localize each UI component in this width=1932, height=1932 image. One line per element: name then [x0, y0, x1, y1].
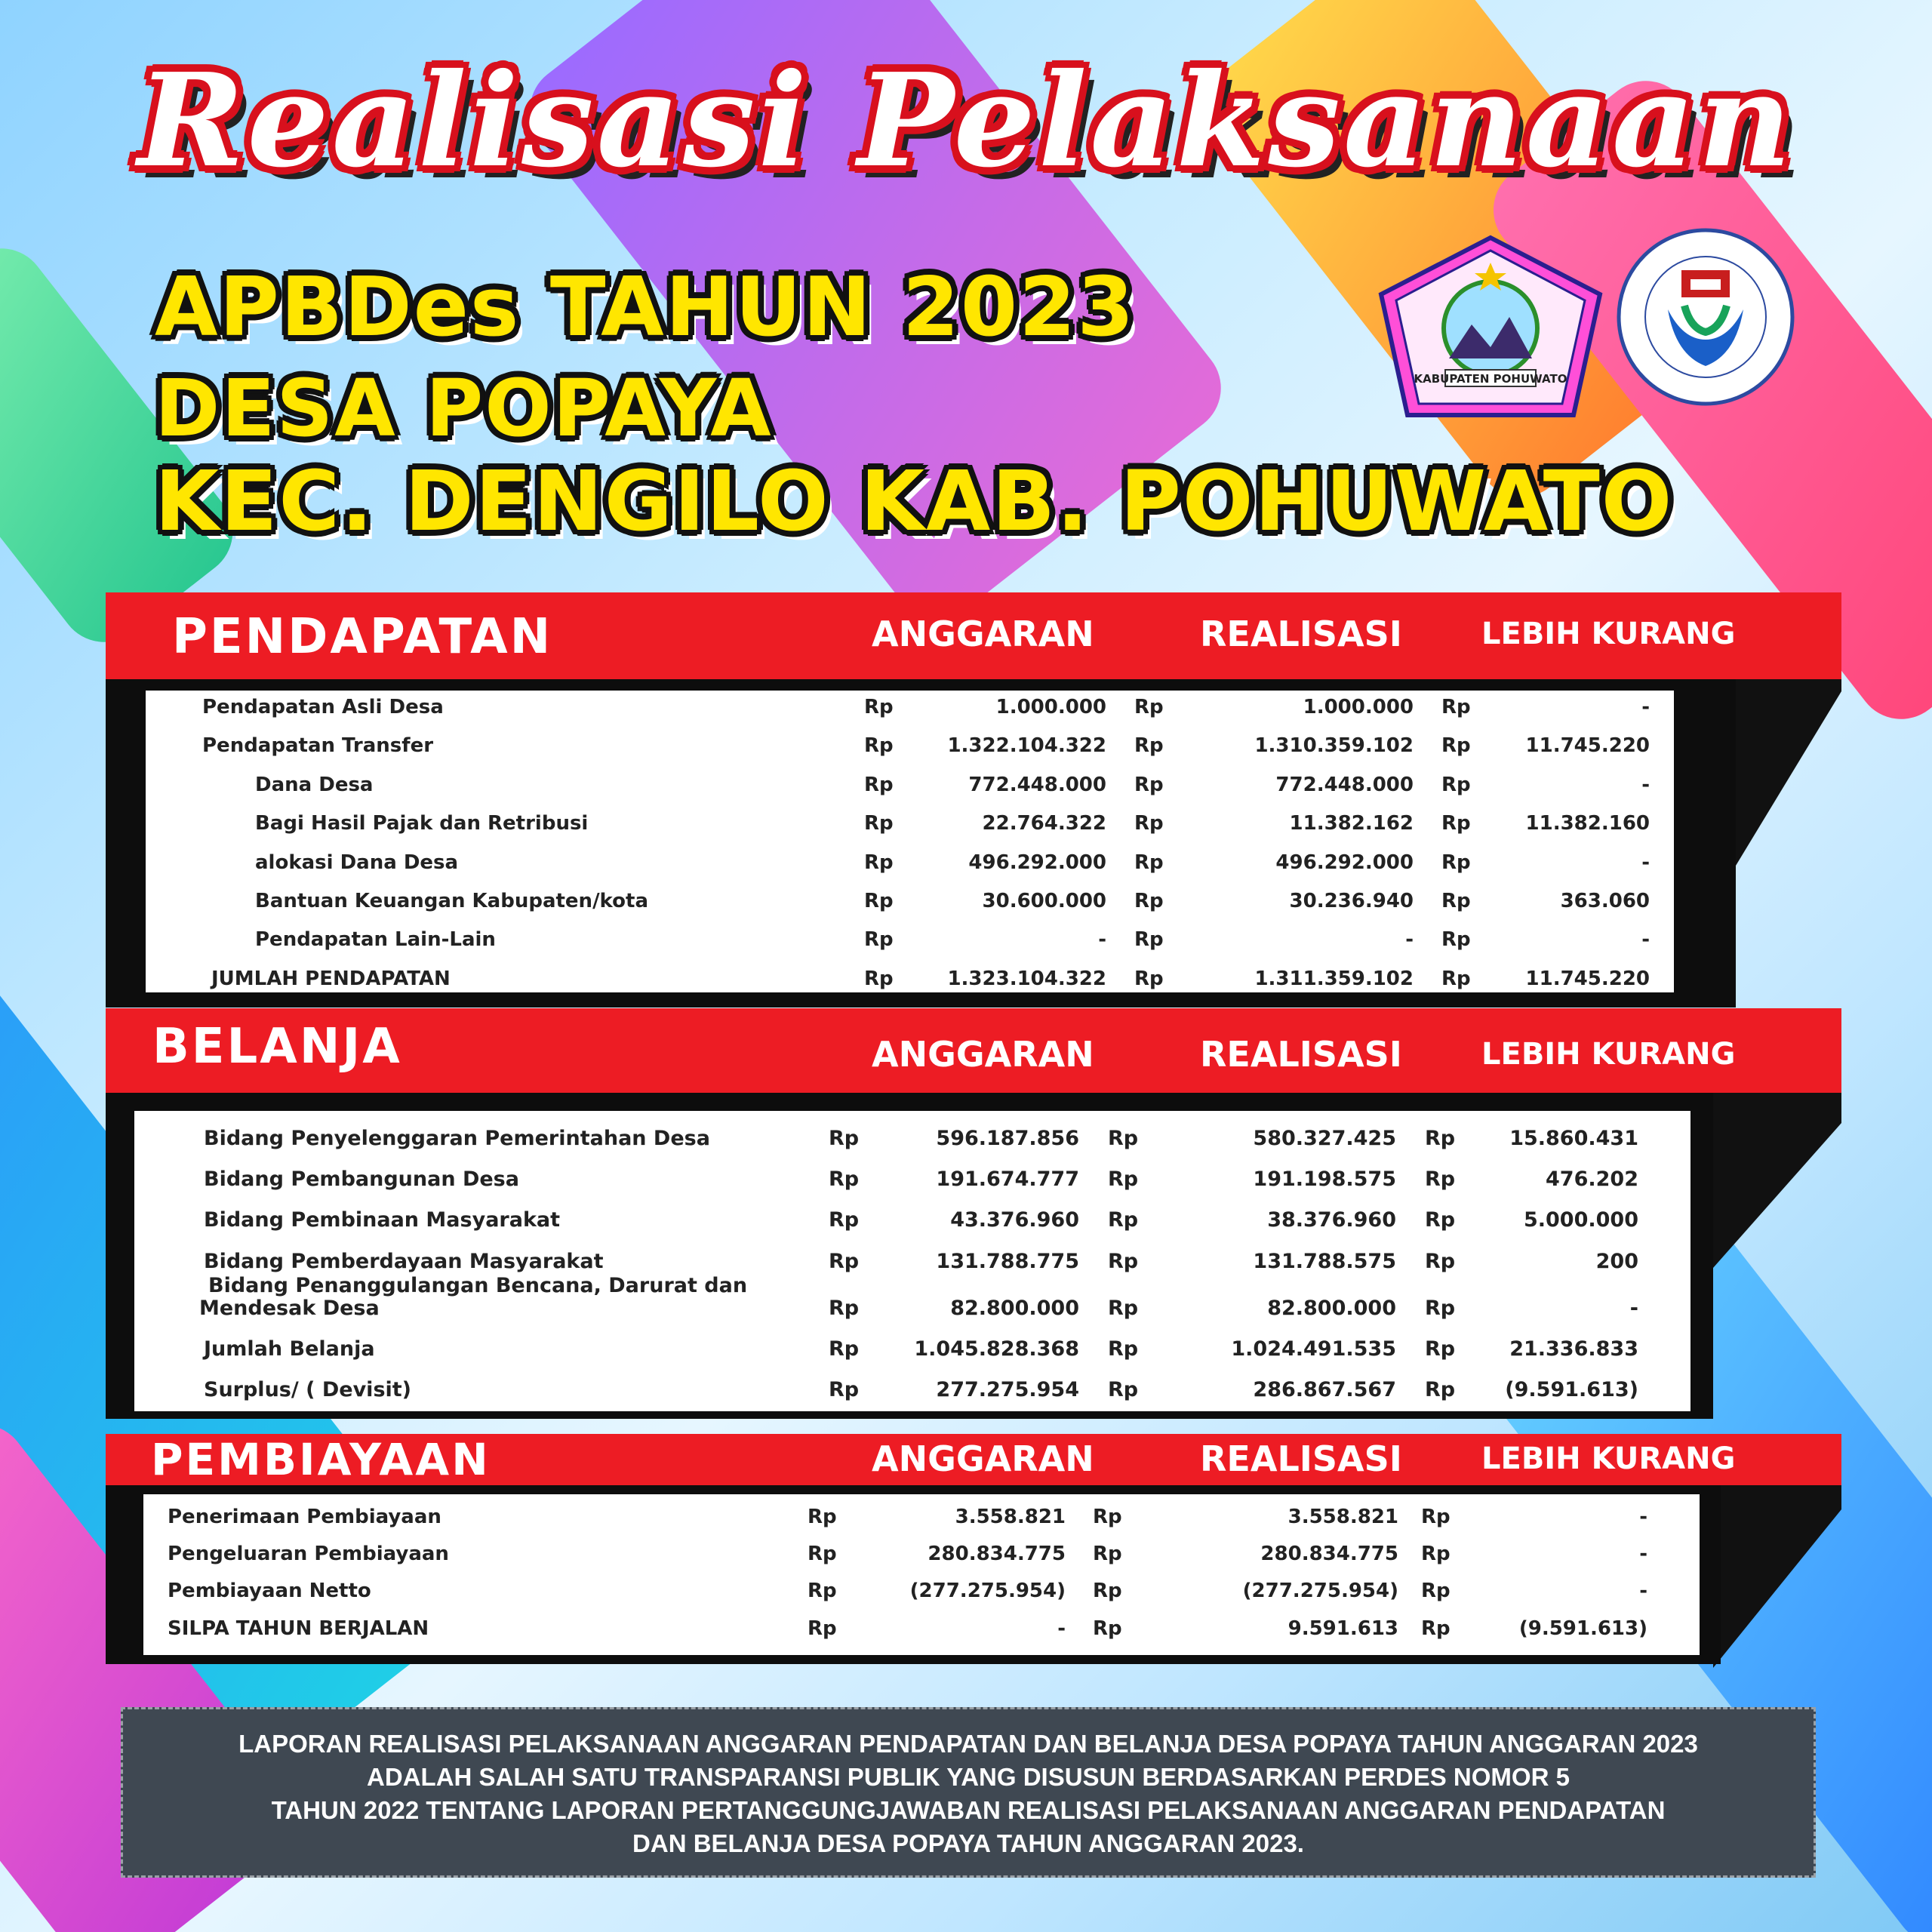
currency-label: Rp — [1093, 1617, 1122, 1640]
value-anggaran: 1.323.104.322 — [947, 968, 1106, 990]
value-anggaran: 131.788.775 — [936, 1250, 1079, 1273]
value-realisasi: 1.000.000 — [1303, 696, 1414, 718]
value-realisasi: 1.311.359.102 — [1254, 968, 1414, 990]
currency-label: Rp — [1441, 774, 1471, 796]
value-realisasi: 131.788.575 — [1253, 1250, 1396, 1273]
table-row — [134, 1274, 1690, 1321]
table-row — [146, 888, 1674, 914]
table-row — [134, 1337, 1690, 1362]
table-row — [143, 1504, 1700, 1530]
currency-label: Rp — [1425, 1250, 1456, 1273]
belanja-col-realisasi: REALISASI — [1200, 1034, 1402, 1075]
value-realisasi: - — [1405, 928, 1414, 951]
value-lebih: (9.591.613) — [1505, 1378, 1638, 1401]
row-label: Pendapatan Asli Desa — [202, 696, 444, 718]
currency-label: Rp — [829, 1208, 860, 1232]
table-row — [134, 1126, 1690, 1152]
currency-label: Rp — [808, 1543, 837, 1565]
footer-line-1: LAPORAN REALISASI PELAKSANAAN ANGGARAN PENDAPATAN DAN BELANJA DESA POPAYA TAHUN ANGGARAN 2023 — [238, 1730, 1698, 1758]
value-realisasi: 580.327.425 — [1253, 1127, 1396, 1150]
value-anggaran: - — [1098, 928, 1106, 951]
currency-label: Rp — [829, 1297, 860, 1320]
currency-label: Rp — [1425, 1297, 1456, 1320]
value-lebih: - — [1641, 696, 1650, 718]
pembiayaan-col-lebih: LEBIH KURANG — [1481, 1441, 1736, 1476]
currency-label: Rp — [1421, 1543, 1451, 1565]
value-anggaran: 3.558.821 — [955, 1506, 1066, 1528]
value-realisasi: 496.292.000 — [1275, 851, 1414, 874]
currency-label: Rp — [1093, 1543, 1122, 1565]
value-lebih: 5.000.000 — [1523, 1208, 1638, 1232]
currency-label: Rp — [1134, 890, 1164, 912]
pembiayaan-title: PEMBIAYAAN — [151, 1434, 491, 1485]
value-lebih: - — [1629, 1297, 1638, 1320]
belanja-title: BELANJA — [152, 1019, 402, 1075]
pendapatan-col-lebih: LEBIH KURANG — [1481, 617, 1736, 651]
currency-label: Rp — [1134, 734, 1164, 757]
row-label: Pendapatan Transfer — [202, 734, 434, 757]
value-anggaran: 496.292.000 — [968, 851, 1106, 874]
table-row — [143, 1616, 1700, 1641]
currency-label: Rp — [1421, 1580, 1451, 1602]
table-row — [134, 1208, 1690, 1233]
currency-label: Rp — [1441, 968, 1471, 990]
currency-label: Rp — [1108, 1297, 1139, 1320]
currency-label: Rp — [864, 928, 894, 951]
currency-label: Rp — [864, 851, 894, 874]
row-label: Bidang Penanggulangan Bencana, Darurat dan — [208, 1274, 748, 1297]
currency-label: Rp — [1134, 696, 1164, 718]
currency-label: Rp — [829, 1250, 860, 1273]
value-anggaran: 277.275.954 — [936, 1378, 1079, 1401]
table-row — [146, 694, 1674, 720]
currency-label: Rp — [1441, 734, 1471, 757]
row-label: Jumlah Belanja — [204, 1337, 375, 1361]
row-label: Dana Desa — [255, 774, 374, 796]
value-lebih: (9.591.613) — [1518, 1617, 1647, 1640]
currency-label: Rp — [1421, 1617, 1451, 1640]
currency-label: Rp — [1441, 890, 1471, 912]
pembiayaan-col-realisasi: REALISASI — [1200, 1438, 1402, 1479]
currency-label: Rp — [1108, 1378, 1139, 1401]
currency-label: Rp — [829, 1337, 860, 1361]
value-anggaran: 1.322.104.322 — [947, 734, 1106, 757]
value-realisasi: 11.382.162 — [1289, 812, 1414, 835]
table-row — [146, 811, 1674, 836]
value-anggaran: 1.000.000 — [995, 696, 1106, 718]
footer-line-3: TAHUN 2022 TENTANG LAPORAN PERTANGGUNGJAWABAN REALISASI PELAKSANAAN ANGGARAN PENDAPATAN — [271, 1796, 1666, 1824]
currency-label: Rp — [1425, 1168, 1456, 1191]
main-title: Realisasi Pelaksanaan — [137, 45, 1795, 196]
row-label: alokasi Dana Desa — [255, 851, 459, 874]
currency-label: Rp — [1108, 1250, 1139, 1273]
currency-label: Rp — [1108, 1208, 1139, 1232]
currency-label: Rp — [1108, 1337, 1139, 1361]
pendapatan-table — [146, 691, 1674, 992]
currency-label: Rp — [1425, 1208, 1456, 1232]
value-lebih: 200 — [1595, 1250, 1638, 1273]
currency-label: Rp — [864, 774, 894, 796]
row-label: Bantuan Keuangan Kabupaten/kota — [255, 890, 648, 912]
pendapatan-header-band — [106, 592, 1841, 679]
currency-label: Rp — [808, 1506, 837, 1528]
currency-label: Rp — [808, 1580, 837, 1602]
belanja-table — [134, 1111, 1690, 1411]
table-row — [146, 927, 1674, 952]
value-lebih: 11.382.160 — [1525, 812, 1650, 835]
currency-label: Rp — [1108, 1168, 1139, 1191]
currency-label: Rp — [864, 696, 894, 718]
value-realisasi: 30.236.940 — [1289, 890, 1414, 912]
pembiayaan-col-anggaran: ANGGARAN — [872, 1438, 1094, 1479]
value-lebih: 363.060 — [1560, 890, 1650, 912]
currency-label: Rp — [1441, 812, 1471, 835]
value-lebih: - — [1641, 774, 1650, 796]
currency-label: Rp — [1441, 851, 1471, 874]
currency-label: Rp — [1108, 1127, 1139, 1150]
currency-label: Rp — [1093, 1506, 1122, 1528]
currency-label: Rp — [1441, 696, 1471, 718]
pendapatan-col-realisasi: REALISASI — [1200, 614, 1402, 654]
currency-label: Rp — [864, 890, 894, 912]
table-row — [134, 1167, 1690, 1192]
value-lebih: - — [1639, 1543, 1647, 1565]
currency-label: Rp — [829, 1127, 860, 1150]
footer-note — [121, 1707, 1816, 1878]
value-realisasi: 38.376.960 — [1267, 1208, 1396, 1232]
table-row — [146, 772, 1674, 798]
currency-label: Rp — [1441, 928, 1471, 951]
value-realisasi: 286.867.567 — [1253, 1378, 1396, 1401]
currency-label: Rp — [1134, 928, 1164, 951]
value-anggaran: 596.187.856 — [936, 1127, 1079, 1150]
currency-label: Rp — [1425, 1378, 1456, 1401]
row-label: Bagi Hasil Pajak dan Retribusi — [255, 812, 589, 835]
currency-label: Rp — [1134, 851, 1164, 874]
value-realisasi: 280.834.775 — [1260, 1543, 1398, 1565]
value-realisasi: 9.591.613 — [1287, 1617, 1398, 1640]
value-anggaran: 191.674.777 — [936, 1168, 1079, 1191]
row-label: SILPA TAHUN BERJALAN — [168, 1617, 429, 1640]
row-label: JUMLAH PENDAPATAN — [211, 968, 451, 990]
table-row — [143, 1578, 1700, 1604]
currency-label: Rp — [864, 968, 894, 990]
table-row — [146, 850, 1674, 875]
belanja-col-anggaran: ANGGARAN — [872, 1034, 1094, 1075]
currency-label: Rp — [1134, 968, 1164, 990]
currency-label: Rp — [1093, 1580, 1122, 1602]
subtitle-year: APBDes TAHUN 2023 — [155, 260, 1136, 355]
currency-label: Rp — [1425, 1337, 1456, 1361]
row-label: Penerimaan Pembiayaan — [168, 1506, 441, 1528]
pembiayaan-header-band — [106, 1434, 1841, 1485]
currency-label: Rp — [1134, 774, 1164, 796]
value-anggaran: 280.834.775 — [928, 1543, 1066, 1565]
currency-label: Rp — [1425, 1127, 1456, 1150]
row-label: Surplus/ ( Devisit) — [204, 1378, 412, 1401]
row-label: Pengeluaran Pembiayaan — [168, 1543, 449, 1565]
row-label: Bidang Pemberdayaan Masyarakat — [204, 1250, 604, 1273]
table-row — [134, 1377, 1690, 1403]
value-anggaran: 772.448.000 — [968, 774, 1106, 796]
value-lebih: 11.745.220 — [1525, 734, 1650, 757]
value-anggaran: 22.764.322 — [982, 812, 1106, 835]
value-lebih: - — [1641, 928, 1650, 951]
value-anggaran: 1.045.828.368 — [914, 1337, 1079, 1361]
currency-label: Rp — [864, 812, 894, 835]
table-row — [134, 1249, 1690, 1275]
subtitle-district: KEC. DENGILO KAB. POHUWATO — [155, 453, 1674, 549]
currency-label: Rp — [1421, 1506, 1451, 1528]
currency-label: Rp — [808, 1617, 837, 1640]
table-row — [146, 733, 1674, 758]
value-lebih: 15.860.431 — [1509, 1127, 1638, 1150]
pendapatan-col-anggaran: ANGGARAN — [872, 614, 1094, 654]
footer-line-2: ADALAH SALAH SATU TRANSPARANSI PUBLIK YANG DISUSUN BERDASARKAN PERDES NOMOR 5 — [367, 1763, 1570, 1791]
currency-label: Rp — [1134, 812, 1164, 835]
value-anggaran: 43.376.960 — [950, 1208, 1079, 1232]
pendapatan-title: PENDAPATAN — [172, 609, 553, 665]
currency-label: Rp — [829, 1378, 860, 1401]
row-label: Bidang Penyelenggaran Pemerintahan Desa — [204, 1127, 710, 1150]
value-anggaran: 82.800.000 — [950, 1297, 1079, 1320]
belanja-header-band — [106, 1008, 1841, 1093]
subtitle-village: DESA POPAYA — [155, 362, 773, 454]
value-realisasi: 772.448.000 — [1275, 774, 1414, 796]
row-label: Bidang Pembangunan Desa — [204, 1168, 519, 1191]
row-label-cont: Mendesak Desa — [199, 1297, 380, 1320]
logo-left-text: KABUPATEN POHUWATO — [1414, 372, 1567, 386]
footer-line-4: DAN BELANJA DESA POPAYA TAHUN ANGGARAN 2023. — [632, 1829, 1304, 1857]
row-label: Pembiayaan Netto — [168, 1580, 371, 1602]
value-realisasi: 191.198.575 — [1253, 1168, 1396, 1191]
value-realisasi: 82.800.000 — [1267, 1297, 1396, 1320]
value-lebih: - — [1639, 1506, 1647, 1528]
value-realisasi: 3.558.821 — [1287, 1506, 1398, 1528]
value-lebih: 11.745.220 — [1525, 968, 1650, 990]
pohuwato-regency-logo — [1377, 234, 1604, 419]
currency-label: Rp — [829, 1168, 860, 1191]
value-realisasi: 1.024.491.535 — [1231, 1337, 1396, 1361]
value-anggaran: 30.600.000 — [982, 890, 1106, 912]
kemendes-logo — [1615, 226, 1796, 408]
value-realisasi: 1.310.359.102 — [1254, 734, 1414, 757]
value-anggaran: - — [1057, 1617, 1066, 1640]
value-lebih: 21.336.833 — [1509, 1337, 1638, 1361]
row-label: Pendapatan Lain-Lain — [255, 928, 496, 951]
currency-label: Rp — [864, 734, 894, 757]
value-anggaran: (277.275.954) — [909, 1580, 1066, 1602]
belanja-col-lebih: LEBIH KURANG — [1481, 1037, 1736, 1072]
value-lebih: 476.202 — [1546, 1168, 1638, 1191]
pembiayaan-table — [143, 1494, 1700, 1655]
value-lebih: - — [1641, 851, 1650, 874]
table-row — [143, 1541, 1700, 1567]
value-lebih: - — [1639, 1580, 1647, 1602]
row-label: Bidang Pembinaan Masyarakat — [204, 1208, 561, 1232]
value-realisasi: (277.275.954) — [1242, 1580, 1398, 1602]
table-row — [146, 966, 1674, 992]
